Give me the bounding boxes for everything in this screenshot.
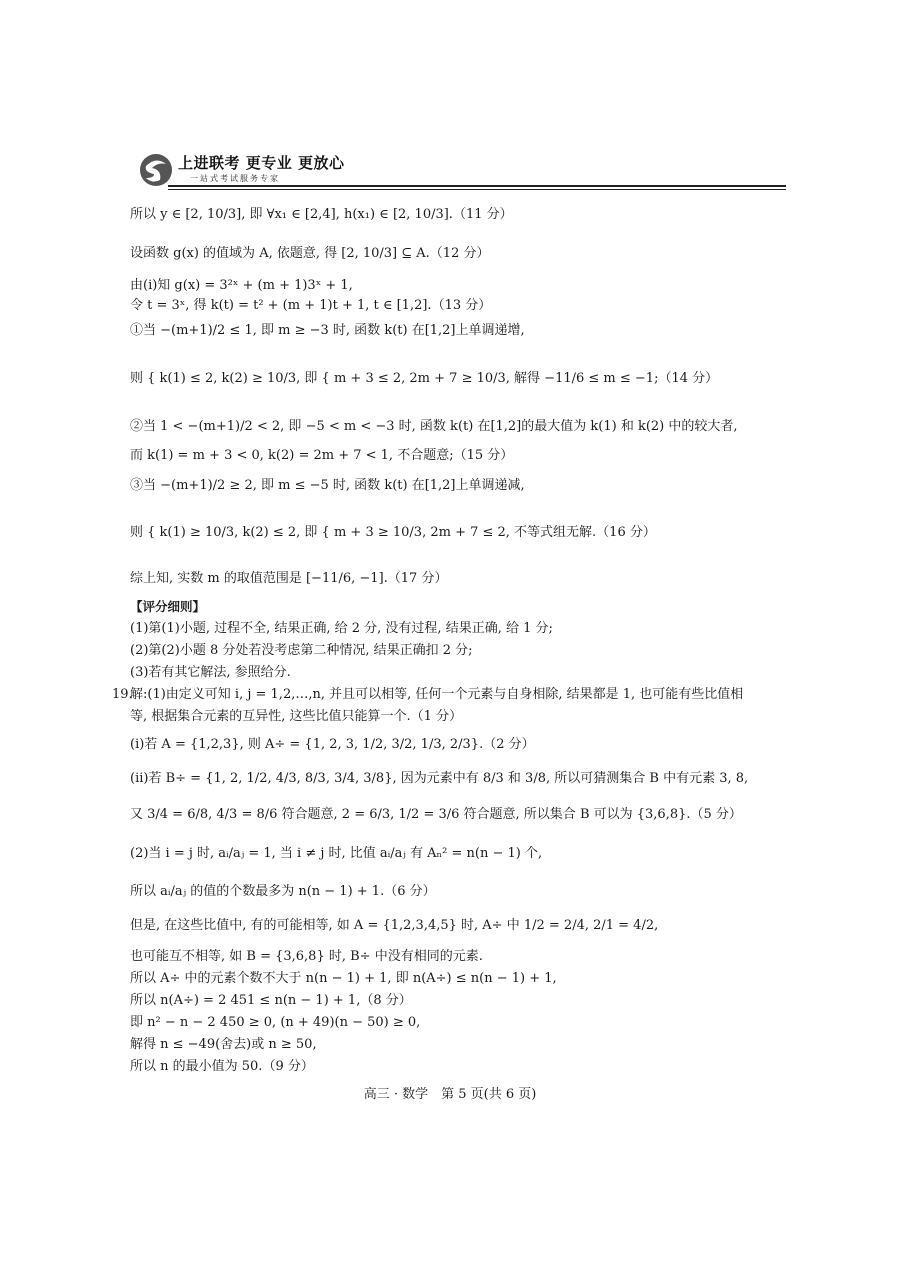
text-line: 所以 y ∈ [2, 10/3], 即 ∀x₁ ∈ [2,4], h(x₁) ∈ [2, 10/3].（11 分） (130, 207, 513, 222)
text-line: 但是, 在这些比值中, 有的可能相等, 如 A = {1,2,3,4,5} 时, A÷ 中 1/2 = 2/4, 2/1 = 4/2, (130, 918, 659, 933)
text-line: (2)第(2)小题 8 分处若没考虑第二种情况, 结果正确扣 2 分; (130, 643, 473, 658)
text-line: ③当 −(m+1)/2 ≥ 2, 即 m ≤ −5 时, 函数 k(t) 在[1,2]上单调递减, (130, 478, 525, 493)
text-line: 又 3/4 = 6/8, 4/3 = 8/6 符合题意, 2 = 6/3, 1/2 = 3/6 符合题意, 所以集合 B 可以为 {3,6,8}.（5 分） (130, 807, 742, 822)
header-rule (168, 185, 786, 187)
text-line: (3)若有其它解法, 参照给分. (130, 665, 291, 680)
text-line: 综上知, 实数 m 的取值范围是 [−11/6, −1].（17 分） (130, 571, 448, 586)
text-line: 由(i)知 g(x) = 3²ˣ + (m + 1)3ˣ + 1, (130, 278, 353, 293)
text-line: 也可能互不相等, 如 B = {3,6,8} 时, B÷ 中没有相同的元素. (130, 949, 483, 964)
page-header (138, 150, 786, 194)
text-line: 则 { k(1) ≤ 2, k(2) ≥ 10/3, 即 { m + 3 ≤ 2, 2m + 7 ≥ 10/3, 解得 −11/6 ≤ m ≤ −1;（14 分） (130, 371, 719, 386)
brand-subtitle: 一站式考试服务专家 (190, 174, 280, 183)
brand-logo-icon (138, 152, 178, 188)
text-line: ①当 −(m+1)/2 ≤ 1, 即 m ≥ −3 时, 函数 k(t) 在[1,2]上单调递增, (130, 323, 525, 338)
question-number: 19. (112, 687, 133, 702)
text-line: ②当 1 < −(m+1)/2 < 2, 即 −5 < m < −3 时, 函数 k(t) 在[1,2]的最大值为 k(1) 和 k(2) 中的较大者, (130, 419, 738, 434)
text-line: 所以 A÷ 中的元素个数不大于 n(n − 1) + 1, 即 n(A÷) ≤ n(n − 1) + 1, (130, 971, 557, 986)
text-line: 所以 aᵢ/aⱼ 的值的个数最多为 n(n − 1) + 1.（6 分） (130, 884, 436, 899)
text-line: 所以 n(A÷) = 2 451 ≤ n(n − 1) + 1,（8 分） (130, 993, 412, 1008)
text-line: 即 n² − n − 2 450 ≥ 0, (n + 49)(n − 50) ≥ 0, (130, 1015, 421, 1030)
brand-slogan: 上进联考 更专业 更放心 (178, 154, 345, 172)
text-line: 而 k(1) = m + 3 < 0, k(2) = 2m + 7 < 1, 不合题意;（15 分） (130, 448, 514, 463)
text-line: 令 t = 3ˣ, 得 k(t) = t² + (m + 1)t + 1, t ∈ [1,2].（13 分） (130, 298, 492, 313)
text-line: 设函数 g(x) 的值域为 A, 依题意, 得 [2, 10/3] ⊆ A.（12 分） (130, 246, 490, 261)
text-line: (ii)若 B÷ = {1, 2, 1/2, 4/3, 8/3, 3/4, 3/8}, 因为元素中有 8/3 和 3/8, 所以可猜测集合 B 中有元素 3, 8, (130, 771, 749, 786)
text-line: 则 { k(1) ≥ 10/3, k(2) ≤ 2, 即 { m + 3 ≥ 10/3, 2m + 7 ≤ 2, 不等式组无解.（16 分） (130, 525, 656, 540)
text-line: 解得 n ≤ −49(舍去)或 n ≥ 50, (130, 1037, 317, 1052)
page-footer: 高三 · 数学 第 5 页(共 6 页) (363, 1087, 537, 1102)
text-line: (i)若 A = {1,2,3}, 则 A÷ = {1, 2, 3, 1/2, 3/2, 1/3, 2/3}.（2 分） (130, 737, 535, 752)
text-line: 等, 根据集合元素的互异性, 这些比值只能算一个.（1 分） (130, 709, 463, 724)
text-line: 所以 n 的最小值为 50.（9 分） (130, 1059, 314, 1074)
text-line: 解:(1)由定义可知 i, j = 1,2,…,n, 并且可以相等, 任何一个元素与自身相除, 结果都是 1, 也可能有些比值相 (130, 687, 744, 702)
header-rule-thin (168, 189, 786, 190)
text-line: (1)第(1)小题, 过程不全, 结果正确, 给 2 分, 没有过程, 结果正确, 给 1 分; (130, 621, 553, 636)
text-line: (2)当 i = j 时, aᵢ/aⱼ = 1, 当 i ≠ j 时, 比值 aᵢ/aⱼ 有 Aₙ² = n(n − 1) 个, (130, 846, 543, 861)
section-heading: 【评分细则】 (130, 599, 206, 614)
